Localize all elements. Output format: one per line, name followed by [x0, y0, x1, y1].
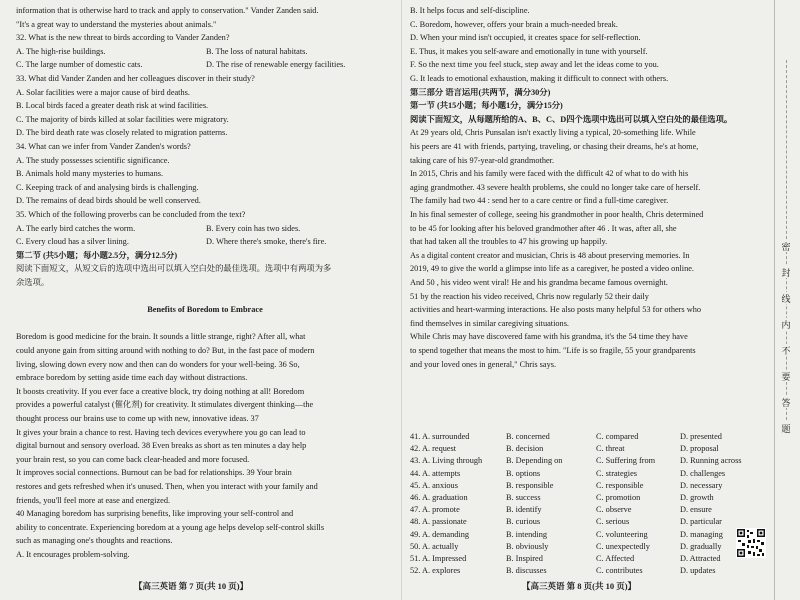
option-cell: B. options	[506, 468, 541, 478]
option-cell: 46. A. graduation	[410, 493, 468, 502]
option-cell: C. volunteering	[596, 529, 648, 539]
option-cell: B. curious	[506, 517, 541, 527]
text-line: G. It leads to emotional exhaustion, making it difficult to connect with others.	[410, 74, 669, 83]
text-line: As a digital content creator and musician, Chris is 48 about preserving memories. In	[410, 250, 690, 260]
text-line: to spend together that means the most to him. "Life is so fragile, 55 your grandparents	[410, 346, 696, 355]
text-line: such as managing one's thoughts and reactions.	[16, 536, 173, 546]
option-cell: D. ensure	[680, 505, 712, 515]
answer-option: D. Where there's smoke, there's fire.	[206, 237, 327, 247]
page-footer: 【高三英语 第 7 页(共 10 页)】	[134, 581, 249, 591]
text-line: C. Boredom, however, offers your brain a much-needed break.	[410, 19, 618, 29]
text-line: 32. What is the new threat to birds according to Vander Zanden?	[16, 33, 230, 43]
option-cell: B. discusses	[506, 566, 547, 576]
option-row	[410, 530, 770, 542]
answer-option: D. The rise of renewable energy facilities.	[206, 60, 346, 70]
option-cell: D. proposal	[680, 444, 719, 454]
text-line: D. The bird death rate was closely related to migration patterns.	[16, 128, 228, 138]
option-cell: D. necessary	[680, 480, 723, 490]
text-line: Boredom is good medicine for the brain. It sounds a little strange, right? After all, what	[16, 332, 306, 342]
option-cell: B. responsible	[506, 480, 554, 490]
option-cell: C. threat	[596, 444, 625, 454]
left-page	[16, 0, 394, 600]
text-line: find themselves in similar caregiving situations.	[410, 318, 569, 328]
text-line: 余选项。	[16, 278, 50, 287]
page-divider	[401, 0, 402, 600]
text-line: friends, you'll feel more at ease and energized.	[16, 495, 171, 505]
option-row	[410, 432, 770, 444]
text-line: 第二节 (共5小题；每小题2.5分，满分12.5分)	[16, 250, 178, 260]
text-line: D. When your mind isn't occupied, it creates space for self-reflection.	[410, 33, 641, 43]
right-page	[410, 0, 770, 600]
text-line: In 2015, Chris and his family were faced with the difficult 42 of what to do with his	[410, 169, 689, 179]
text-line: ability to concentrate. Experiencing boredom at a young age helps develop self-control skills	[16, 522, 325, 532]
text-line: your brain rest, so you can come back clear-headed and more focused.	[16, 454, 250, 464]
option-cell: D. gradually	[680, 541, 722, 551]
option-cell: B. intending	[506, 529, 548, 539]
option-cell: B. Inspired	[506, 554, 543, 563]
answer-option: B. Every coin has two sides.	[206, 223, 301, 233]
text-line: At 29 years old, Chris Punsalan isn't exactly living a typical, 20-something life. While	[410, 128, 696, 138]
text-line: 34. What can we infer from Vander Zanden's words?	[16, 142, 191, 151]
seal-char: 线	[780, 292, 792, 304]
option-cell: 51. A. Impressed	[410, 554, 467, 563]
text-line: and your loved ones in general," Chris says.	[410, 359, 557, 369]
option-cell: D. particular	[680, 517, 722, 527]
option-cell: B. decision	[506, 444, 544, 454]
seal-char: 密	[780, 240, 792, 252]
option-cell: D. updates	[680, 566, 716, 576]
text-line: 35. Which of the following proverbs can be concluded from the text?	[16, 210, 246, 219]
text-line: living, slowing down every now and then can do wonders for your well-being. 36 So,	[16, 359, 300, 369]
text-line: 阅读下面短文，从每题所给的A、B、C、D四个选项中选出可以填入空白处的最佳选项。	[410, 114, 733, 124]
seal-char: 内	[780, 318, 792, 330]
option-cell: D. growth	[680, 493, 714, 502]
option-row	[410, 444, 770, 456]
option-cell: B. identify	[506, 505, 542, 515]
binding-edge	[774, 0, 775, 600]
qr-code-icon	[736, 528, 766, 558]
text-line: D. The remains of dead birds should be well conserved.	[16, 196, 201, 206]
text-line: 51 by the reaction his video received, Chris now regularly 52 their daily	[410, 291, 649, 301]
text-line: could anyone gain from sitting around with nothing to do? But, in the fast pace of modern	[16, 346, 315, 355]
option-cell: 48. A. passionate	[410, 517, 467, 527]
option-cell: 50. A. actually	[410, 541, 459, 551]
text-line: 33. What did Vander Zanden and her colleagues discover in their study?	[16, 74, 255, 83]
option-cell: C. Affected	[596, 554, 635, 563]
text-line: F. So the next time you feel stuck, step away and let the ideas come to you.	[410, 60, 659, 70]
text-line: digital burnout and sensory overload. 38 Even breaks as short as ten minutes a day help	[16, 441, 307, 451]
option-row	[410, 517, 770, 529]
option-cell: D. managing	[680, 529, 723, 539]
text-line: 40 Managing boredom has surprising benefits, like improving your self-control and	[16, 509, 294, 519]
option-cell: 44. A. attempts	[410, 468, 461, 478]
option-cell: B. concerned	[506, 432, 550, 441]
text-line: B. Animals hold many mysteries to humans.	[16, 169, 164, 179]
option-cell: C. compared	[596, 432, 639, 441]
answer-option: B. The loss of natural habitats.	[206, 46, 308, 56]
option-cell: D. presented	[680, 432, 722, 441]
text-line: 阅读下面短文，从短文后的选项中选出可以填入空白处的最佳选项。选项中有两项为多	[16, 264, 332, 274]
option-row	[410, 505, 770, 517]
text-line: his peers are 41 with friends, partying, traveling, or chasing their dreams, he's at home,	[410, 142, 699, 151]
option-row	[410, 554, 770, 566]
option-cell: C. promotion	[596, 493, 641, 502]
option-cell: D. Attracted	[680, 554, 721, 563]
option-cell: C. observe	[596, 505, 632, 515]
text-line: 第一节 (共15小题；每小题1分，满分15分)	[410, 101, 563, 111]
passage-title: Benefits of Boredom to Embrace	[147, 305, 263, 315]
text-line: thought process our brains use to come up with new, innovative ideas. 37	[16, 414, 259, 423]
answer-option: C. The large number of domestic cats.	[16, 60, 143, 70]
text-line: C. The majority of birds killed at solar facilities were migratory.	[16, 114, 229, 124]
text-line: A. It encourages problem-solving.	[16, 550, 130, 559]
text-line: A. The study possesses scientific significance.	[16, 155, 170, 165]
option-row	[410, 566, 770, 578]
answer-option: A. The early bird catches the worm.	[16, 223, 136, 233]
text-line: information that is otherwise hard to track and apply to conservation." Vander Zanden said.	[16, 6, 319, 15]
text-line: 2019, 49 to give the world a glimpse into life as a caregiver, he posted a video online.	[410, 264, 694, 274]
text-line: C. Keeping track of and analysing birds is challenging.	[16, 182, 199, 192]
option-row	[410, 469, 770, 481]
text-line: And 50 , his video went viral! He and his grandma became famous overnight.	[410, 278, 668, 287]
text-line: that had taken all the troubles to 47 his growing up happily.	[410, 237, 608, 247]
option-row	[410, 493, 770, 505]
text-line: activities and heart-warming interactions. He also posts many helpful 53 for others who	[410, 305, 702, 315]
option-cell: 49. A. demanding	[410, 529, 469, 539]
option-cell: B. obviously	[506, 541, 549, 551]
text-line: The family had two 44 : send her to a care centre or find a full-time caregiver.	[410, 196, 669, 206]
seal-char: 题	[780, 422, 792, 434]
text-line: It boosts creativity. If you ever face a creative block, try doing nothing at all! Boredom	[16, 386, 305, 396]
option-cell: C. responsible	[596, 480, 644, 490]
option-cell: 43. A. Living through	[410, 456, 483, 466]
option-row	[410, 542, 770, 554]
text-line: embrace boredom by setting aside time each day without distractions.	[16, 373, 248, 383]
answer-option: C. Every cloud has a silver lining.	[16, 237, 129, 247]
text-line: It gives your brain a chance to rest. Having tech devices everywhere you go can lead to	[16, 427, 306, 437]
text-line: A. Solar facilities were a major cause of bird deaths.	[16, 87, 190, 97]
answer-option: A. The high-rise buildings.	[16, 46, 106, 56]
text-line: While Chris may have discovered fame with his grandma, it's the 54 time they have	[410, 332, 688, 342]
text-line: aging grandmother. 43 severe health problems, she could no longer take care of herself.	[410, 182, 701, 192]
option-row	[410, 456, 770, 468]
text-line: 第三部分 语言运用(共两节，满分30分)	[410, 87, 551, 97]
option-cell: C. Suffering from	[596, 456, 656, 466]
seal-char: 答	[780, 396, 792, 408]
seal-char: 封	[780, 266, 792, 278]
text-line: In his final semester of college, seeing his grandmother in poor health, Chris determined	[410, 210, 704, 219]
option-cell: 41. A. surrounded	[410, 432, 470, 441]
text-line: taking care of his 97-year-old grandmother.	[410, 155, 555, 165]
option-cell: C. contributes	[596, 566, 643, 576]
text-line: "It's a great way to understand the mysteries about animals."	[16, 19, 217, 29]
text-line: provides a powerful catalyst (催化剂) for creativity. It stimulates divergent thinking—the	[16, 400, 314, 410]
text-line: restores and gets refreshed when it's unused. Then, when you interact with your family and	[16, 482, 318, 491]
page-footer: 【高三英语 第 8 页(共 10 页)】	[522, 581, 637, 591]
text-line: B. Local birds faced a greater death risk at wind facilities.	[16, 101, 209, 111]
text-line: It improves social connections. Burnout can be bad for relationships. 39 Your brain	[16, 468, 292, 478]
text-line: E. Thus, it makes you self-aware and emotionally in tune with yourself.	[410, 46, 648, 56]
text-line: B. It helps focus and self-discipline.	[410, 6, 530, 15]
option-row	[410, 481, 770, 493]
option-cell: C. strategies	[596, 468, 638, 478]
option-cell: D. challenges	[680, 468, 726, 478]
text-line: to be 45 for looking after his beloved grandmother after 46 . It was, after all, she	[410, 223, 677, 233]
option-cell: C. serious	[596, 517, 630, 527]
option-cell: B. success	[506, 493, 541, 502]
seal-char: 不	[780, 344, 792, 356]
option-cell: 42. A. request	[410, 444, 457, 454]
option-cell: 45. A. anxious	[410, 480, 458, 490]
option-cell: 52. A. explores	[410, 566, 461, 576]
option-cell: C. unexpectedly	[596, 541, 650, 551]
qr-code	[736, 528, 766, 558]
seal-char: 要	[780, 370, 792, 382]
option-cell: 47. A. promote	[410, 505, 460, 515]
option-cell: B. Depending on	[506, 456, 563, 466]
option-cell: D. Running across	[680, 456, 742, 466]
binding-strip	[774, 0, 800, 600]
